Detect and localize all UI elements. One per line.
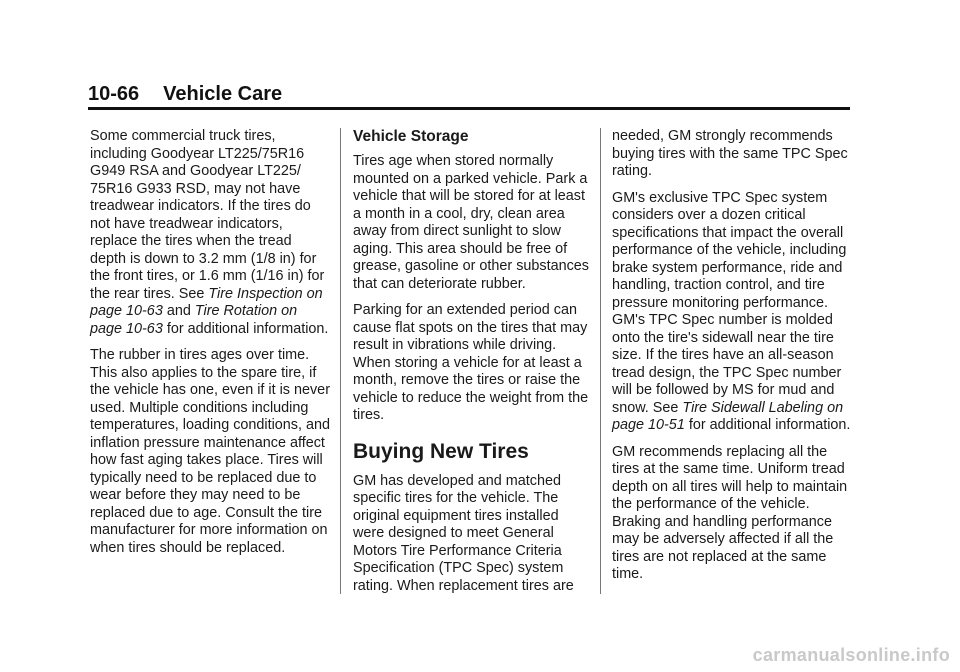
text: and <box>162 303 195 319</box>
watermark: carmanualsonline.info <box>752 645 950 665</box>
paragraph-flat-spots: Parking for an extended period can cause flat spots on the tires that may result in vibrations while driving. When storing a vehicle for at least a month, remove the tires or raise the vehicle to reduce the weight from the tires. <box>353 302 589 423</box>
column-divider-2 <box>600 128 601 594</box>
column-3 <box>612 128 852 593</box>
paragraph-tpc-rating: needed, GM strongly recommends buying tires with the same TPC Spec rating. <box>612 128 848 179</box>
header-rule <box>88 107 850 110</box>
text: Some commercial truck tires, including Goodyear LT225/75R16 G949 RSA and Goodyear LT225/ 75R16 G933 RSD, may not have treadwear indicators. If the tires do not have treadwear indicators, replace the tires when the tread depth is down to 3.2 mm (1/8 in) for the front tires, or 1.6 mm (1/16 in) for the rear tires. See <box>90 128 325 302</box>
link-tire-rotation[interactable]: Tire Rotation on page 10-63 <box>90 303 298 337</box>
text: GM's exclusive TPC Spec system considers over a dozen critical specifications that impact the overall performance of the vehicle, including brake system performance, ride and handling, traction control, and tire pressure monitoring performance. GM's TPC Spec number is molded onto the tire's sidewall near the tire size. If the tires have an all-season tread design, the TPC Spec number will be followed by MS for mud and snow. See <box>612 189 847 416</box>
column-divider-1 <box>340 128 341 594</box>
column-2 <box>353 128 593 604</box>
paragraph-gm-tires: GM has developed and matched specific tires for the vehicle. The original equipment tires installed were designed to meet General Motors Tire Performance Criteria Specification (TPC Spec) system rating. When replacement tires are <box>353 472 574 594</box>
column-1 <box>90 128 330 566</box>
section-title: Vehicle Care <box>163 83 283 105</box>
text: for additional information. <box>162 320 329 337</box>
link-tire-sidewall-labeling[interactable]: Tire Sidewall Labeling on page 10-51 <box>612 399 844 433</box>
paragraph-rubber-aging: The rubber in tires ages over time. This also applies to the spare tire, if the vehicle has one, even if it is never used. Multiple conditions including temperatures, loading conditions, and inflation pressure maintenance affect how fast aging takes place. Tires will typically need to be replaced due to wear before they may need to be replaced due to age. Consult the tire manufacturer for more information on when tires should be replaced. <box>90 347 330 556</box>
link-tire-inspection[interactable]: Tire Inspection on page 10-63 <box>90 285 323 319</box>
page-number: 10-66 <box>88 83 140 105</box>
paragraph-replace-all: GM recommends replacing all the tires at the same time. Uniform tread depth on all tires will help to maintain the performance of the vehicle. Braking and handling performance may be adversely affected if all the tires are not replaced at the same time. <box>612 443 848 582</box>
paragraph-storage: Tires age when stored normally mounted on a parked vehicle. Park a vehicle that will be stored for at least a month in a cool, dry, clean area away from direct sunlight to slow aging. This area should be free of grease, gasoline or other substances that can deteriorate rubber. <box>353 153 589 292</box>
paragraph-treadwear <box>90 128 330 338</box>
heading-vehicle-storage: Vehicle Storage <box>353 128 469 145</box>
paragraph-tpc-system <box>612 190 852 435</box>
text: for additional information. <box>684 417 851 433</box>
heading-buying-new-tires: Buying New Tires <box>353 439 529 463</box>
page-header <box>88 83 282 106</box>
